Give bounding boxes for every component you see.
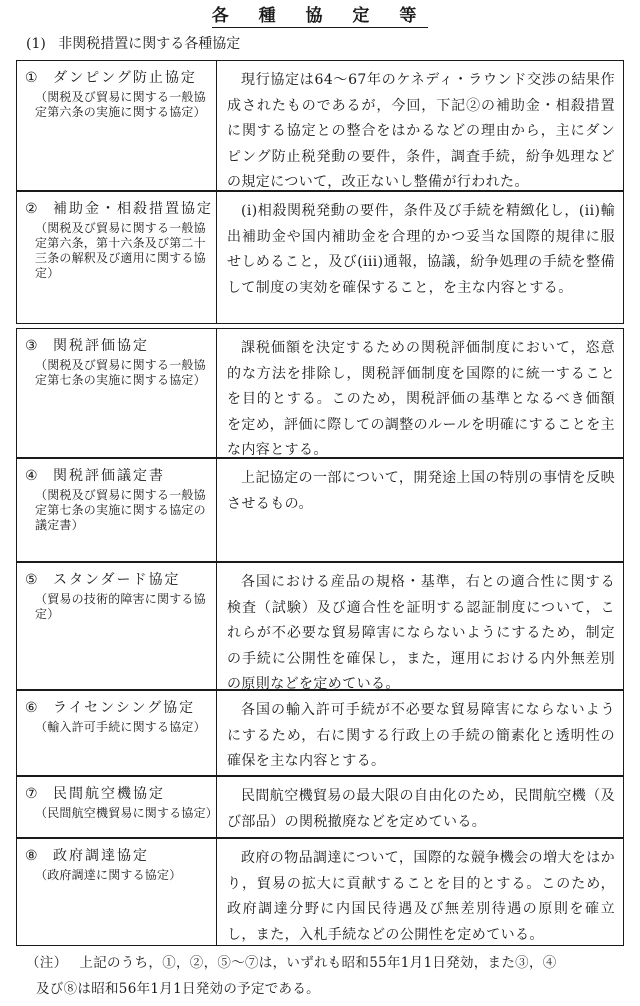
agreement-subtitle: （関税及び貿易に関する一般協定第七条の実施に関する協定の議定書） [35,488,206,532]
agreement-row-valuation-protocol [16,458,624,562]
agreement-number: ⑦ [25,786,38,802]
agreement-title [25,784,212,804]
agreement-row-customs-valuation [16,328,624,458]
agreement-name-cell [17,329,217,457]
agreement-name: 民間航空機協定 [53,786,165,802]
agreement-name-cell [17,777,217,837]
agreement-number: ① [25,70,38,86]
agreement-name: 関税評価協定 [53,338,149,354]
agreement-row-subsidies [16,191,624,324]
agreement-name-cell [17,192,217,323]
footnote-text-2: 及び⑧は昭和56年1月1日発効の予定である。 [36,981,320,997]
agreement-name-cell [17,839,217,945]
agreement-title [25,68,212,88]
agreement-title [25,199,212,219]
agreement-subtitle: （関税及び貿易に関する一般協定第六条の実施に関する協定） [35,90,206,119]
agreement-title [25,698,212,718]
agreement-number: ② [25,201,38,217]
agreement-name: ライセンシング協定 [53,700,196,716]
agreement-name: 政府調達協定 [53,848,149,864]
agreement-subtitle: （政府調達に関する協定） [35,868,182,882]
agreement-name-cell [17,61,217,190]
agreement-title [25,336,212,356]
agreement-title [25,570,212,590]
agreement-number: ⑧ [25,848,38,864]
agreement-number: ④ [25,468,38,484]
agreement-name: 関税評価議定書 [53,468,165,484]
footnote-label: （注） [26,955,68,971]
agreement-name: 補助金・相殺措置協定 [53,201,213,217]
agreement-row-civil-aircraft [16,776,624,838]
page-title [0,4,640,28]
section-heading [26,34,240,54]
agreement-title [25,466,212,486]
agreement-description: 上記協定の一部について，開発途上国の特別の事情を反映させるもの。 [227,470,615,512]
agreement-description: 各国の輸入許可手続が不必要な貿易障害にならないようにするため，右に関する行政上の手続の簡素化と透明性の確保を主な内容とする。 [227,702,615,769]
footnote-text-1: 上記のうち，①，②，⑤～⑦は，いずれも昭和55年1月1日発効，また③，④ [79,955,557,971]
footnote-line-1 [16,950,628,976]
agreement-name: ダンピング防止協定 [53,70,197,86]
agreement-description: 政府の物品調達について，国際的な競争機会の増大をはかり，貿易の拡大に貢献することを目的とする。このため，政府調達分野に内国民待遇及び無差別待遇の原則を確立し，また，入札手続などの公開性を定めている。 [227,850,615,943]
section-heading-text: 非関税措置に関する各種協定 [58,36,241,52]
agreement-number: ③ [25,338,38,354]
agreement-description: 課税価額を決定するための関税評価制度において，恣意的な方法を排除し，関税評価制度を国際的に統一することを目的とする。このため，関税評価の基準となるべき価額を定め，評価に際しての調整のルールを明確にすることを主な内容とする。 [227,340,615,458]
section-number: (1) [26,36,46,52]
agreement-subtitle: （関税及び貿易に関する一般協定第七条の実施に関する協定） [35,358,206,387]
agreement-name: スタンダード協定 [53,572,181,588]
footnote [16,950,628,1002]
agreement-description: 各国における産品の規格・基準，右との適合性に関する検査（試験）及び適合性を証明する認証制度について，これらが不必要な貿易障害にならないようにするため，制定の手続に公開性を確保し，また，運用における内外無差別の原則などを定めている。 [227,574,615,692]
agreement-name-cell [17,459,217,561]
agreement-number: ⑥ [25,700,38,716]
agreement-subtitle: （貿易の技術的障害に関する協定） [35,592,206,621]
agreement-description: 現行協定は64～67年のケネディ・ラウンド交渉の結果作成されたものであるが，今回，下記②の補助金・相殺措置に関する協定との整合をはかるなどの理由から，主にダンピング防止税発動の要件，条件，調査手続，紛争処理などの規定について，改正ないし整備が行われた。 [227,72,615,190]
agreement-row-government-procurement [16,838,624,946]
agreement-name-cell [17,563,217,689]
agreement-description: (i)相殺関税発動の要件，条件及び手続を精緻化し，(ii)輸出補助金や国内補助金を合理的かつ妥当な国際的規律に服せしめること，及び(iii)通報，協議，紛争処理の手続を整備して制度の実効を確保すること，を主な内容とする。 [227,203,615,296]
page-title-text: 各 種 協 定 等 [211,6,429,26]
agreement-row-licensing [16,690,624,776]
agreement-subtitle: （関税及び貿易に関する一般協定第六条，第十六条及び第二十三条の解釈及び適用に関する協定） [35,221,206,280]
agreement-subtitle: （民間航空機貿易に関する協定） [35,806,219,820]
agreement-row-standards [16,562,624,690]
agreement-number: ⑤ [25,572,38,588]
agreement-name-cell [17,691,217,775]
agreement-description: 民間航空機貿易の最大限の自由化のため，民間航空機（及び部品）の関税撤廃などを定めている。 [227,788,615,830]
agreement-title [25,846,212,866]
agreement-row-anti-dumping [16,60,624,191]
agreement-subtitle: （輸入許可手続に関する協定） [35,720,206,734]
